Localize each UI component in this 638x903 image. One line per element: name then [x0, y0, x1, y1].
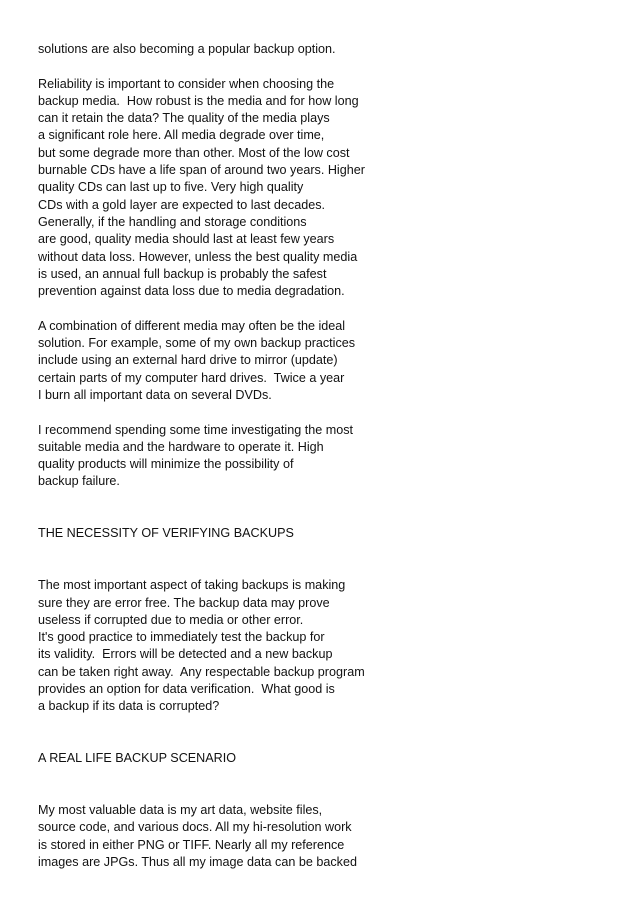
recommend-paragraph	[38, 422, 598, 491]
paragraph-gap	[38, 300, 598, 317]
text-line: include using an external hard drive to mirror (update)	[38, 353, 338, 368]
text-line: I burn all important data on several DVDs.	[38, 387, 272, 402]
text-line: prevention against data loss due to media degradation.	[38, 284, 345, 299]
text-line: sure they are error free. The backup data may prove	[38, 595, 330, 610]
text-line: certain parts of my computer hard drives. Twice a year	[38, 370, 345, 385]
combination-paragraph	[38, 318, 598, 404]
text-line: solutions are also becoming a popular backup option.	[38, 42, 336, 56]
text-line: suitable media and the hardware to operate it. High	[38, 439, 324, 454]
text-line: It's good practice to immediately test the backup for	[38, 630, 325, 645]
text-line: A combination of different media may often be the ideal	[38, 318, 346, 333]
text-line: are good, quality media should last at least few years	[38, 232, 335, 247]
text-line: useless if corrupted due to media or other error.	[38, 612, 304, 627]
text-line: Reliability is important to consider when choosing the	[38, 76, 335, 91]
section-heading-verifying: THE NECESSITY OF VERIFYING BACKUPS	[38, 526, 294, 541]
section-gap	[38, 491, 598, 526]
text-line: quality products will minimize the possibility of	[38, 457, 294, 472]
text-line: Generally, if the handling and storage conditions	[38, 214, 307, 229]
text-line: images are JPGs. Thus all my image data can be backed	[38, 854, 357, 869]
section-gap	[38, 716, 598, 751]
section-gap	[38, 543, 598, 578]
reliability-paragraph	[38, 76, 598, 301]
text-line: is used, an annual full backup is probably the safest	[38, 266, 327, 281]
paragraph-gap	[38, 58, 598, 75]
text-line: backup failure.	[38, 474, 120, 489]
scenario-paragraph	[38, 802, 598, 871]
intro-paragraph	[38, 41, 598, 58]
text-line: I recommend spending some time investigating the most	[38, 422, 353, 437]
text-line: a significant role here. All media degrade over time,	[38, 128, 325, 143]
section-gap	[38, 767, 598, 802]
text-line: solution. For example, some of my own backup practices	[38, 336, 356, 351]
document-body	[38, 41, 598, 871]
text-line: but some degrade more than other. Most of the low cost	[38, 145, 350, 160]
text-line: My most valuable data is my art data, website files,	[38, 803, 323, 818]
section-heading-scenario: A REAL LIFE BACKUP SCENARIO	[38, 751, 237, 766]
text-line: can be taken right away. Any respectable backup program	[38, 664, 365, 679]
text-line: a backup if its data is corrupted?	[38, 699, 220, 714]
text-line: without data loss. However, unless the best quality media	[38, 249, 358, 264]
paragraph-gap	[38, 404, 598, 421]
text-line: provides an option for data verification. What good is	[38, 681, 335, 696]
text-line: its validity. Errors will be detected and a new backup	[38, 647, 333, 662]
text-line: is stored in either PNG or TIFF. Nearly all my reference	[38, 837, 345, 852]
text-line: backup media. How robust is the media and for how long	[38, 93, 359, 108]
text-line: The most important aspect of taking backups is making	[38, 578, 346, 593]
verifying-paragraph	[38, 577, 598, 715]
text-line: CDs with a gold layer are expected to last decades.	[38, 197, 326, 212]
text-line: burnable CDs have a life span of around two years. Higher	[38, 163, 365, 178]
text-line: source code, and various docs. All my hi-resolution work	[38, 820, 352, 835]
text-line: quality CDs can last up to five. Very high quality	[38, 180, 304, 195]
text-line: can it retain the data? The quality of the media plays	[38, 111, 330, 126]
